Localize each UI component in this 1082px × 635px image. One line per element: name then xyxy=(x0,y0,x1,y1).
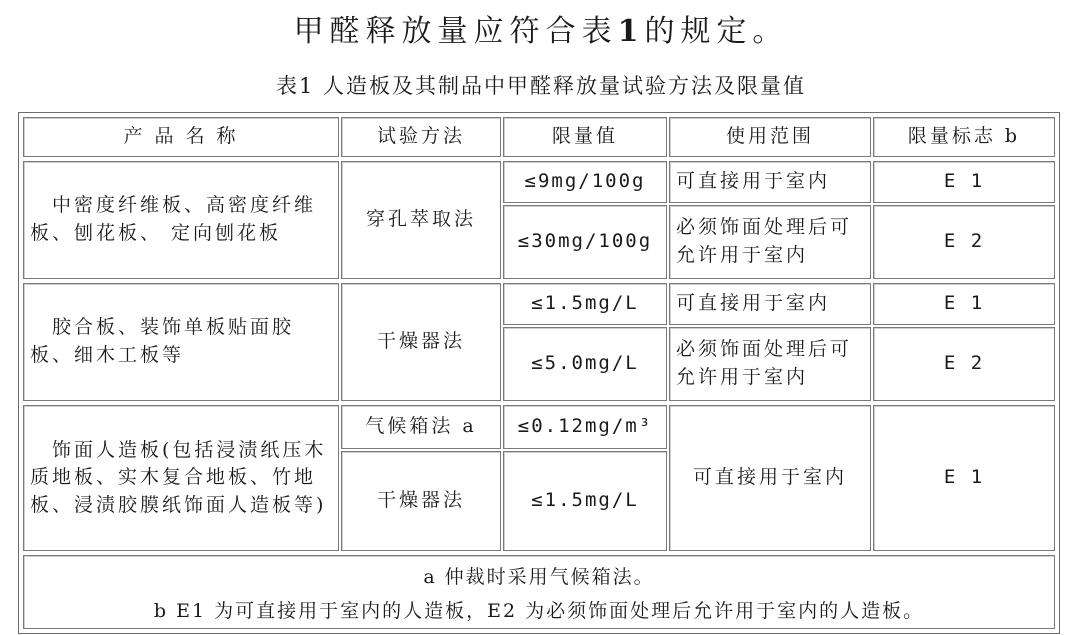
limit-cell: ≤1.5mg/L xyxy=(503,451,667,551)
heading-prefix: 甲醛释放量应符合表 xyxy=(293,14,618,49)
scope-cell: 可直接用于室内 xyxy=(669,405,871,551)
product-cell-plywood xyxy=(23,283,339,401)
limit-cell: ≤30mg/100g xyxy=(503,205,667,279)
limit-cell: ≤1.5mg/L xyxy=(503,283,667,325)
method-cell: 干燥器法 xyxy=(341,283,501,401)
scope-cell xyxy=(669,327,871,401)
header-product-name: 产 品 名 称 xyxy=(23,117,339,157)
scope-cell: 可直接用于室内 xyxy=(669,283,871,325)
product-text: 饰面人造板(包括浸渍纸压木质地板、实木复合地板、竹地板、浸渍胶膜纸饰面人造板等) xyxy=(30,438,327,516)
limit-cell: ≤0.12mg/m³ xyxy=(503,405,667,449)
product-cell-decorative-board xyxy=(23,405,339,551)
limit-cell: ≤5.0mg/L xyxy=(503,327,667,401)
page-heading xyxy=(0,6,1082,50)
product-text: 胶合板、装饰单板贴面胶板、细木工板等 xyxy=(30,316,295,366)
formaldehyde-limits-table xyxy=(18,112,1060,634)
header-limit-value: 限量值 xyxy=(503,117,667,157)
method-cell: 气候箱法 a xyxy=(341,405,501,449)
heading-table-number: 1 xyxy=(617,14,645,49)
scope-text: 必须饰面处理后可允许用于室内 xyxy=(676,338,853,388)
header-limit-mark: 限量标志 b xyxy=(873,117,1055,157)
limit-cell: ≤9mg/100g xyxy=(503,161,667,203)
header-test-method: 试验方法 xyxy=(341,117,501,157)
mark-cell: E 2 xyxy=(873,205,1055,279)
note-b: b E1 为可直接用于室内的人造板，E2 为必须饰面处理后允许用于室内的人造板。 xyxy=(153,600,925,622)
product-cell-fiberboard xyxy=(23,161,339,279)
scope-text: 必须饰面处理后可允许用于室内 xyxy=(676,216,853,266)
mark-cell: E 1 xyxy=(873,405,1055,551)
scope-cell xyxy=(669,205,871,279)
scope-cell: 可直接用于室内 xyxy=(669,161,871,203)
header-usage-scope: 使用范围 xyxy=(669,117,871,157)
method-cell: 穿孔萃取法 xyxy=(341,161,501,279)
product-text: 中密度纤维板、高密度纤维板、刨花板、 定向刨花板 xyxy=(30,194,317,244)
heading-suffix: 的规定。 xyxy=(644,14,789,49)
mark-cell: E 1 xyxy=(873,283,1055,325)
note-a: a 仲裁时采用气候箱法。 xyxy=(423,566,655,588)
table-notes xyxy=(23,555,1055,629)
method-cell: 干燥器法 xyxy=(341,451,501,551)
mark-cell: E 2 xyxy=(873,327,1055,401)
mark-cell: E 1 xyxy=(873,161,1055,203)
table-caption: 表1 人造板及其制品中甲醛释放量试验方法及限量值 xyxy=(275,74,807,98)
